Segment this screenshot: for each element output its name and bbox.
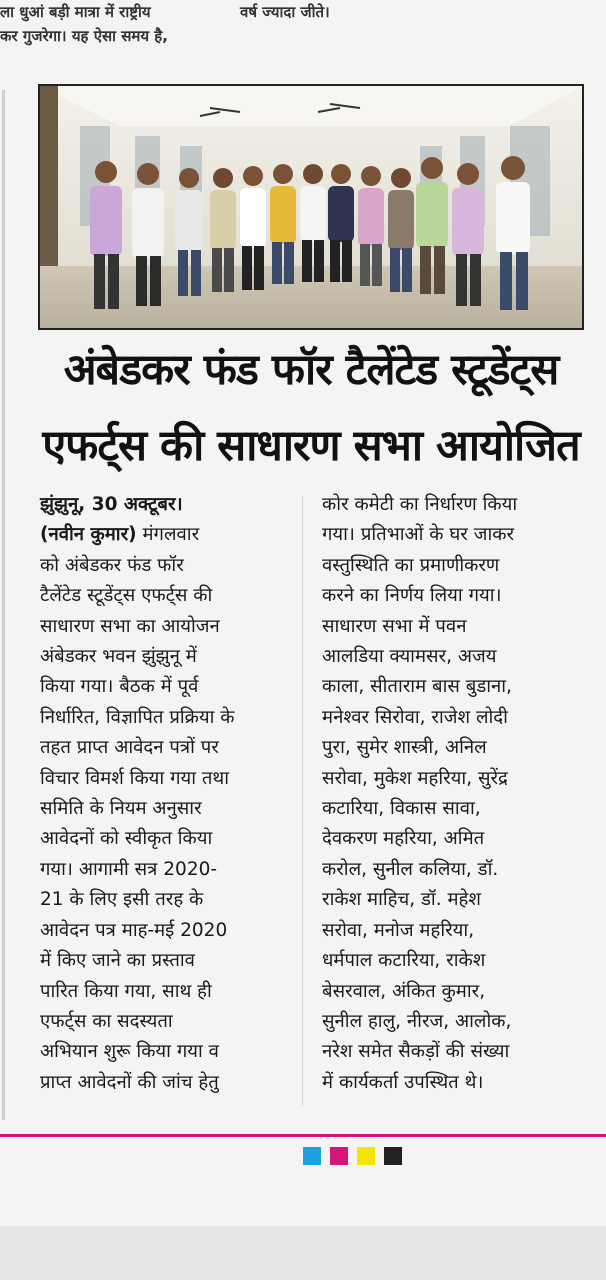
viewer-bottom-band [0, 1226, 606, 1280]
previous-article-snippet [0, 0, 606, 60]
column-divider [302, 496, 303, 1106]
article-line: वस्तुस्थिति का प्रमाणीकरण [322, 554, 500, 576]
snippet-line: कर गुजरेगा। यह ऐसा समय है, [0, 27, 168, 45]
article-line: धर्मपाल कटारिया, राकेश [322, 950, 486, 972]
headline-line-1: अंबेडकर फंड फॉर टैलेंटेड स्टूडेंट्स [63, 345, 559, 395]
article-line: देवकरण महरिया, अमित [322, 828, 485, 850]
article-line: करने का निर्णय लिया गया। [322, 585, 502, 607]
article-line: निर्धारित, विज्ञापित प्रक्रिया के [40, 706, 235, 728]
snippet-left [0, 0, 230, 48]
article-line: करोल, सुनील कलिया, डॉ. [322, 858, 499, 880]
article-line: काला, सीताराम बास बुडाना, [322, 676, 512, 698]
article-line: प्राप्त आवेदनों की जांच हेतु [40, 1071, 219, 1093]
article-line [40, 520, 292, 550]
article-line: आवेदन पत्र माह-मई 2020 [40, 919, 228, 941]
article-line: कटारिया, विकास सावा, [322, 798, 481, 820]
article-line: अभियान शुरू किया गया व [40, 1041, 219, 1063]
article-line: गया। आगामी सत्र 2020- [40, 858, 218, 880]
byline: (नवीन कुमार) [40, 524, 137, 546]
article-line: 21 के लिए इसी तरह के [40, 889, 204, 911]
article-line: साधारण सभा में पवन [322, 615, 467, 637]
article-line: एफर्ट्स का सदस्यता [40, 1010, 173, 1032]
article-line: आवेदनों को स्वीकृत किया [40, 828, 213, 850]
article-column-left [40, 490, 292, 1098]
snippet-line: ला धुआं बड़ी मात्रा में राष्ट्रीय [0, 3, 151, 21]
article-line: को अंबेडकर फंड फॉर [40, 554, 184, 576]
article-line: नरेश समेत सैकड़ों की संख्या [322, 1041, 510, 1063]
article-line: सुनील हालु, नीरज, आलोक, [322, 1010, 512, 1032]
article-line: आलडिया क्यामसर, अजय [322, 646, 497, 668]
news-photo [38, 84, 584, 330]
dateline: झुंझुनू, 30 अक्टूबर। [40, 494, 183, 515]
group-photo-illustration [40, 86, 582, 328]
article-line: सरोवा, मुकेश महरिया, सुरेंद्र [322, 767, 508, 789]
article-line: अंबेडकर भवन झुंझुनू में [40, 646, 197, 668]
cyan-swatch [303, 1147, 321, 1165]
article-line: बेसरवाल, अंकित कुमार, [322, 980, 486, 1002]
article-line: पुरा, सुमेर शास्त्री, अनिल [322, 737, 487, 759]
article-line: किया गया। बैठक में पूर्व [40, 676, 199, 698]
black-swatch [384, 1147, 402, 1165]
snippet-right: वर्ष ज्यादा जीते। [240, 3, 330, 21]
headline-line-2: एफर्ट्स की साधारण सभा आयोजित [42, 421, 580, 471]
article-line: पारित किया गया, साथ ही [40, 980, 212, 1002]
bottom-color-rule [0, 1134, 606, 1137]
article-line: टैलेंटेड स्टूडेंट्स एफर्ट्स की [40, 585, 213, 607]
article-line: कोर कमेटी का निर्धारण किया [322, 494, 518, 515]
article-line: गया। प्रतिभाओं के घर जाकर [322, 524, 515, 546]
article-line: में कार्यकर्ता उपस्थित थे। [322, 1071, 484, 1093]
article-line: राकेश माहिच, डॉ. महेश [322, 889, 481, 911]
byline-continuation: मंगलवार [136, 524, 200, 546]
article-line: सरोवा, मनोज महरिया, [322, 919, 475, 941]
article-line: साधारण सभा का आयोजन [40, 615, 220, 637]
article-line: विचार विमर्श किया गया तथा [40, 767, 230, 789]
magenta-swatch [330, 1147, 348, 1165]
article-column-right [322, 490, 584, 1098]
article-line: तहत प्राप्त आवेदन पत्रों पर [40, 737, 219, 759]
yellow-swatch [357, 1147, 375, 1165]
article-line: समिति के नियम अनुसार [40, 798, 202, 820]
article-line: में किए जाने का प्रस्ताव [40, 950, 195, 972]
page-edge-rule [2, 90, 5, 1120]
article-line: मनेश्वर सिरोवा, राजेश लोदी [322, 706, 508, 728]
